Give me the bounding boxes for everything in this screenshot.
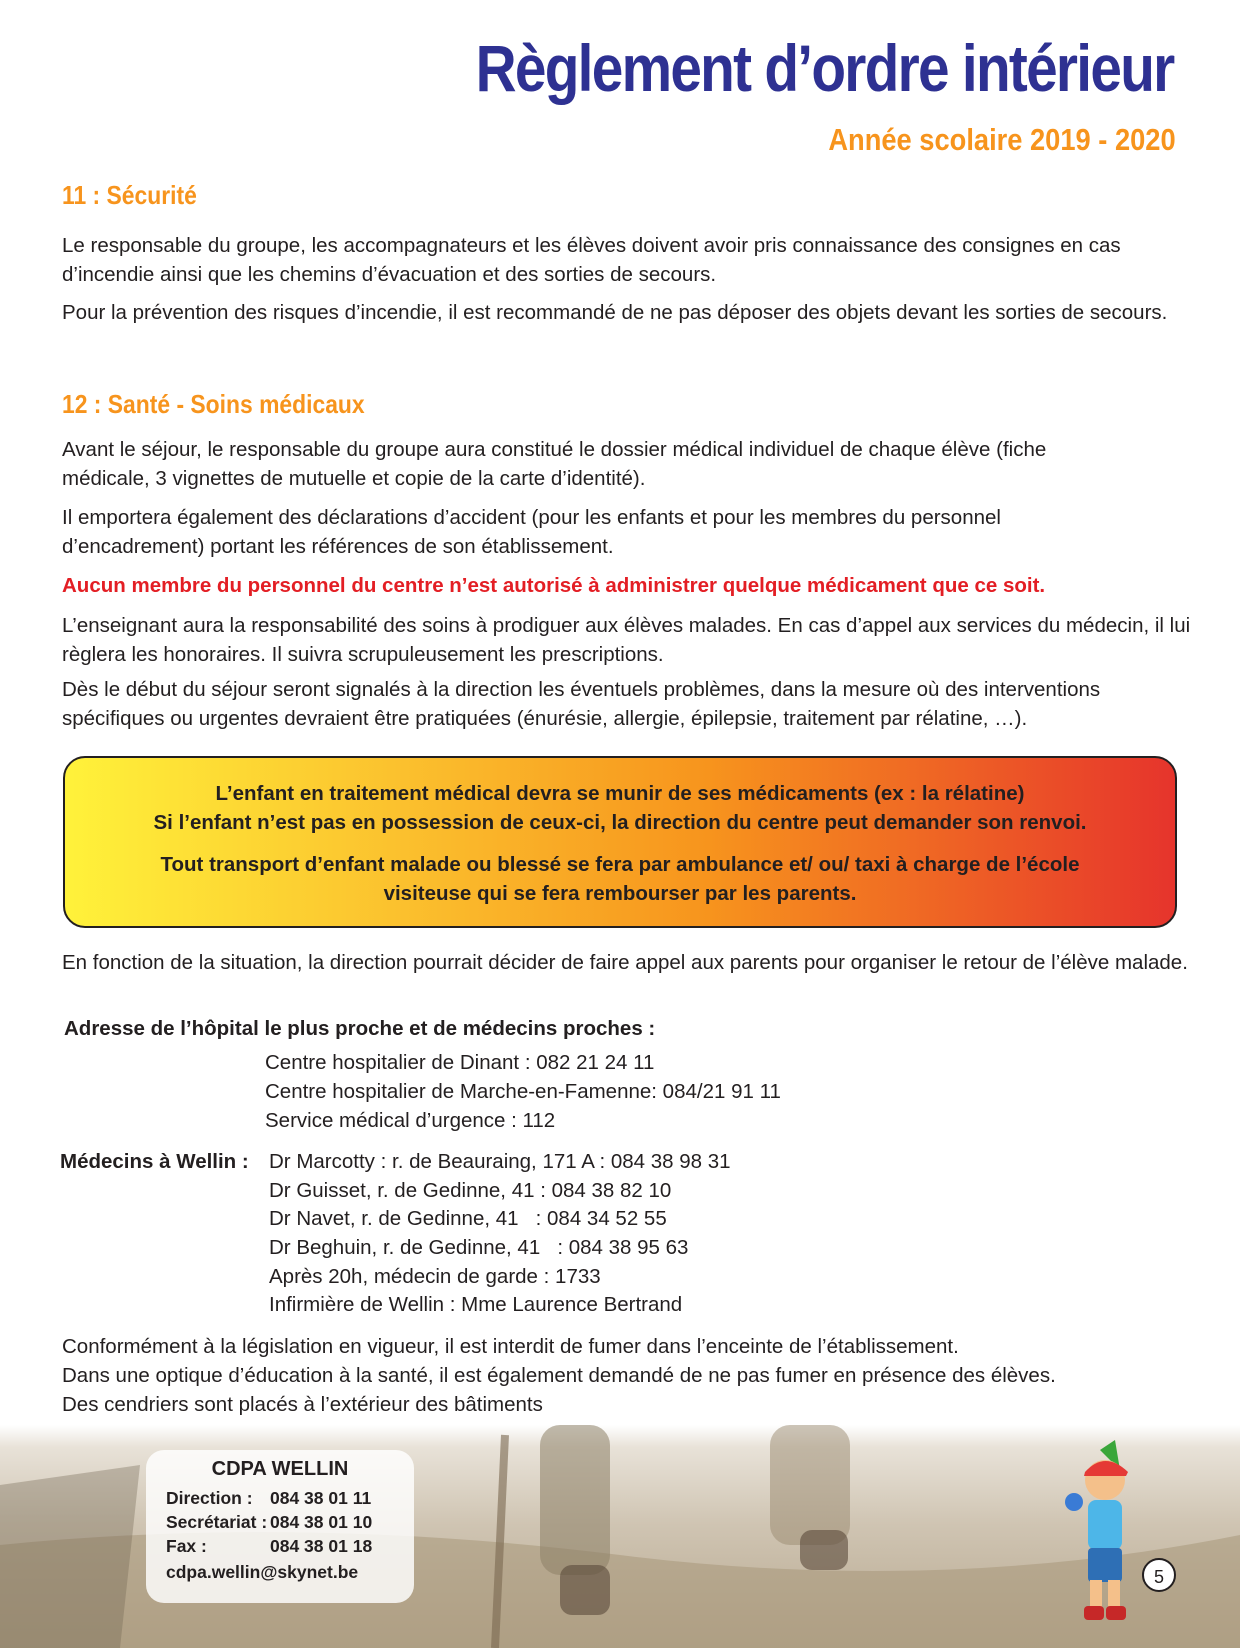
- smoking-rule-2: Dans une optique d’éducation à la santé, il est également demandé de ne pas fumer en présence des élèves.: [62, 1364, 1056, 1387]
- section-12-paragraph-4: Dès le début du séjour seront signalés à la direction les éventuels problèmes, dans la mesure où des interventions spécifiques ou urgentes devraient être pratiquées (énurésie, allergie, épilepsie, traitement par rélatine, …).: [62, 678, 1101, 730]
- fax-label: Fax :: [166, 1536, 207, 1556]
- doctors-label: Médecins à Wellin :: [60, 1150, 249, 1173]
- mascot-illustration: [1060, 1440, 1150, 1630]
- page-number: 5: [1142, 1558, 1176, 1592]
- medication-warning: Aucun membre du personnel du centre n’est autorisé à administrer quelque médicament que ce soit.: [62, 574, 1046, 597]
- secretariat-row: [166, 1512, 373, 1533]
- notice-line-4: visiteuse qui se fera rembourser par les parents.: [383, 882, 857, 905]
- doctor-beghuin: Dr Beghuin, r. de Gedinne, 41 : 084 38 95 63: [269, 1236, 689, 1259]
- doctor-navet: Dr Navet, r. de Gedinne, 41 : 084 34 52 55: [269, 1207, 667, 1230]
- hospital-dinant: Centre hospitalier de Dinant : 082 21 24 11: [265, 1051, 655, 1074]
- section-12-paragraph-3: L’enseignant aura la responsabilité des soins à prodiguer aux élèves malades. En cas d’appel aux services du médecin, il lui règlera les honoraires. Il suivra scrupuleusement les prescriptions.: [62, 614, 1191, 666]
- medical-notice-box: [63, 756, 1177, 928]
- secretariat-phone: 084 38 01 10: [270, 1512, 373, 1532]
- emergency-service: Service médical d’urgence : 112: [265, 1109, 556, 1132]
- section-12-paragraph-2: Il emportera également des déclarations d’accident (pour les enfants et pour les membres du personnel d’encadrement) portant les références de son établissement.: [62, 506, 1001, 558]
- doctor-on-call: Après 20h, médecin de garde : 1733: [269, 1265, 601, 1288]
- hospital-address-label: Adresse de l’hôpital le plus proche et de médecins proches :: [64, 1017, 656, 1040]
- notice-line-3: Tout transport d’enfant malade ou blessé se fera par ambulance et/ ou/ taxi à charge de l’école: [160, 853, 1080, 876]
- direction-phone: 084 38 01 11: [270, 1488, 372, 1508]
- smoking-rule-1: Conformément à la législation en vigueur, il est interdit de fumer dans l’enceinte de l’établissement.: [62, 1335, 959, 1358]
- doctor-guisset: Dr Guisset, r. de Gedinne, 41 : 084 38 82 10: [269, 1179, 672, 1202]
- direction-row: [166, 1488, 372, 1509]
- doctor-marcotty: Dr Marcotty : r. de Beauraing, 171 A : 084 38 98 31: [269, 1150, 731, 1173]
- fax-number: 084 38 01 18: [270, 1536, 373, 1556]
- nurse-wellin: Infirmière de Wellin : Mme Laurence Bertrand: [269, 1293, 683, 1316]
- fax-row: [166, 1536, 373, 1557]
- section-12-paragraph-1: Avant le séjour, le responsable du groupe aura constitué le dossier médical individuel de chaque élève (fiche médicale, 3 vignettes de mutuelle et copie de la carte d’identité).: [62, 438, 1047, 490]
- notice-line-1: L’enfant en traitement médical devra se munir de ses médicaments (ex : la rélatine): [215, 782, 1025, 805]
- section-12-heading: 12 : Santé - Soins médicaux: [62, 389, 365, 419]
- organization-name: CDPA WELLIN: [211, 1458, 349, 1480]
- hospital-marche: Centre hospitalier de Marche-en-Famenne: 084/21 91 11: [265, 1080, 781, 1103]
- section-11-paragraph-1: Le responsable du groupe, les accompagnateurs et les élèves doivent avoir pris connaissance des consignes en cas d’incendie ainsi que les chemins d’évacuation et des sorties de secours.: [62, 234, 1121, 286]
- school-year-subtitle: Année scolaire 2019 - 2020: [828, 122, 1176, 157]
- section-11-heading: 11 : Sécurité: [62, 180, 197, 210]
- direction-label: Direction :: [166, 1488, 253, 1508]
- contact-card: [146, 1450, 414, 1603]
- section-11-paragraph-2: Pour la prévention des risques d’incendie, il est recommandé de ne pas déposer des objets devant les sorties de secours.: [62, 301, 1168, 324]
- page-title: Règlement d’ordre intérieur: [476, 31, 1174, 105]
- contact-email: cdpa.wellin@skynet.be: [166, 1562, 359, 1582]
- notice-line-2: Si l’enfant n’est pas en possession de ceux-ci, la direction du centre peut demander son renvoi.: [153, 811, 1087, 834]
- secretariat-label: Secrétariat :: [166, 1512, 268, 1532]
- smoking-rule-3: Des cendriers sont placés à l’extérieur des bâtiments: [62, 1393, 543, 1416]
- return-paragraph: En fonction de la situation, la direction pourrait décider de faire appel aux parents pour organiser le retour de l’élève malade.: [62, 951, 1188, 974]
